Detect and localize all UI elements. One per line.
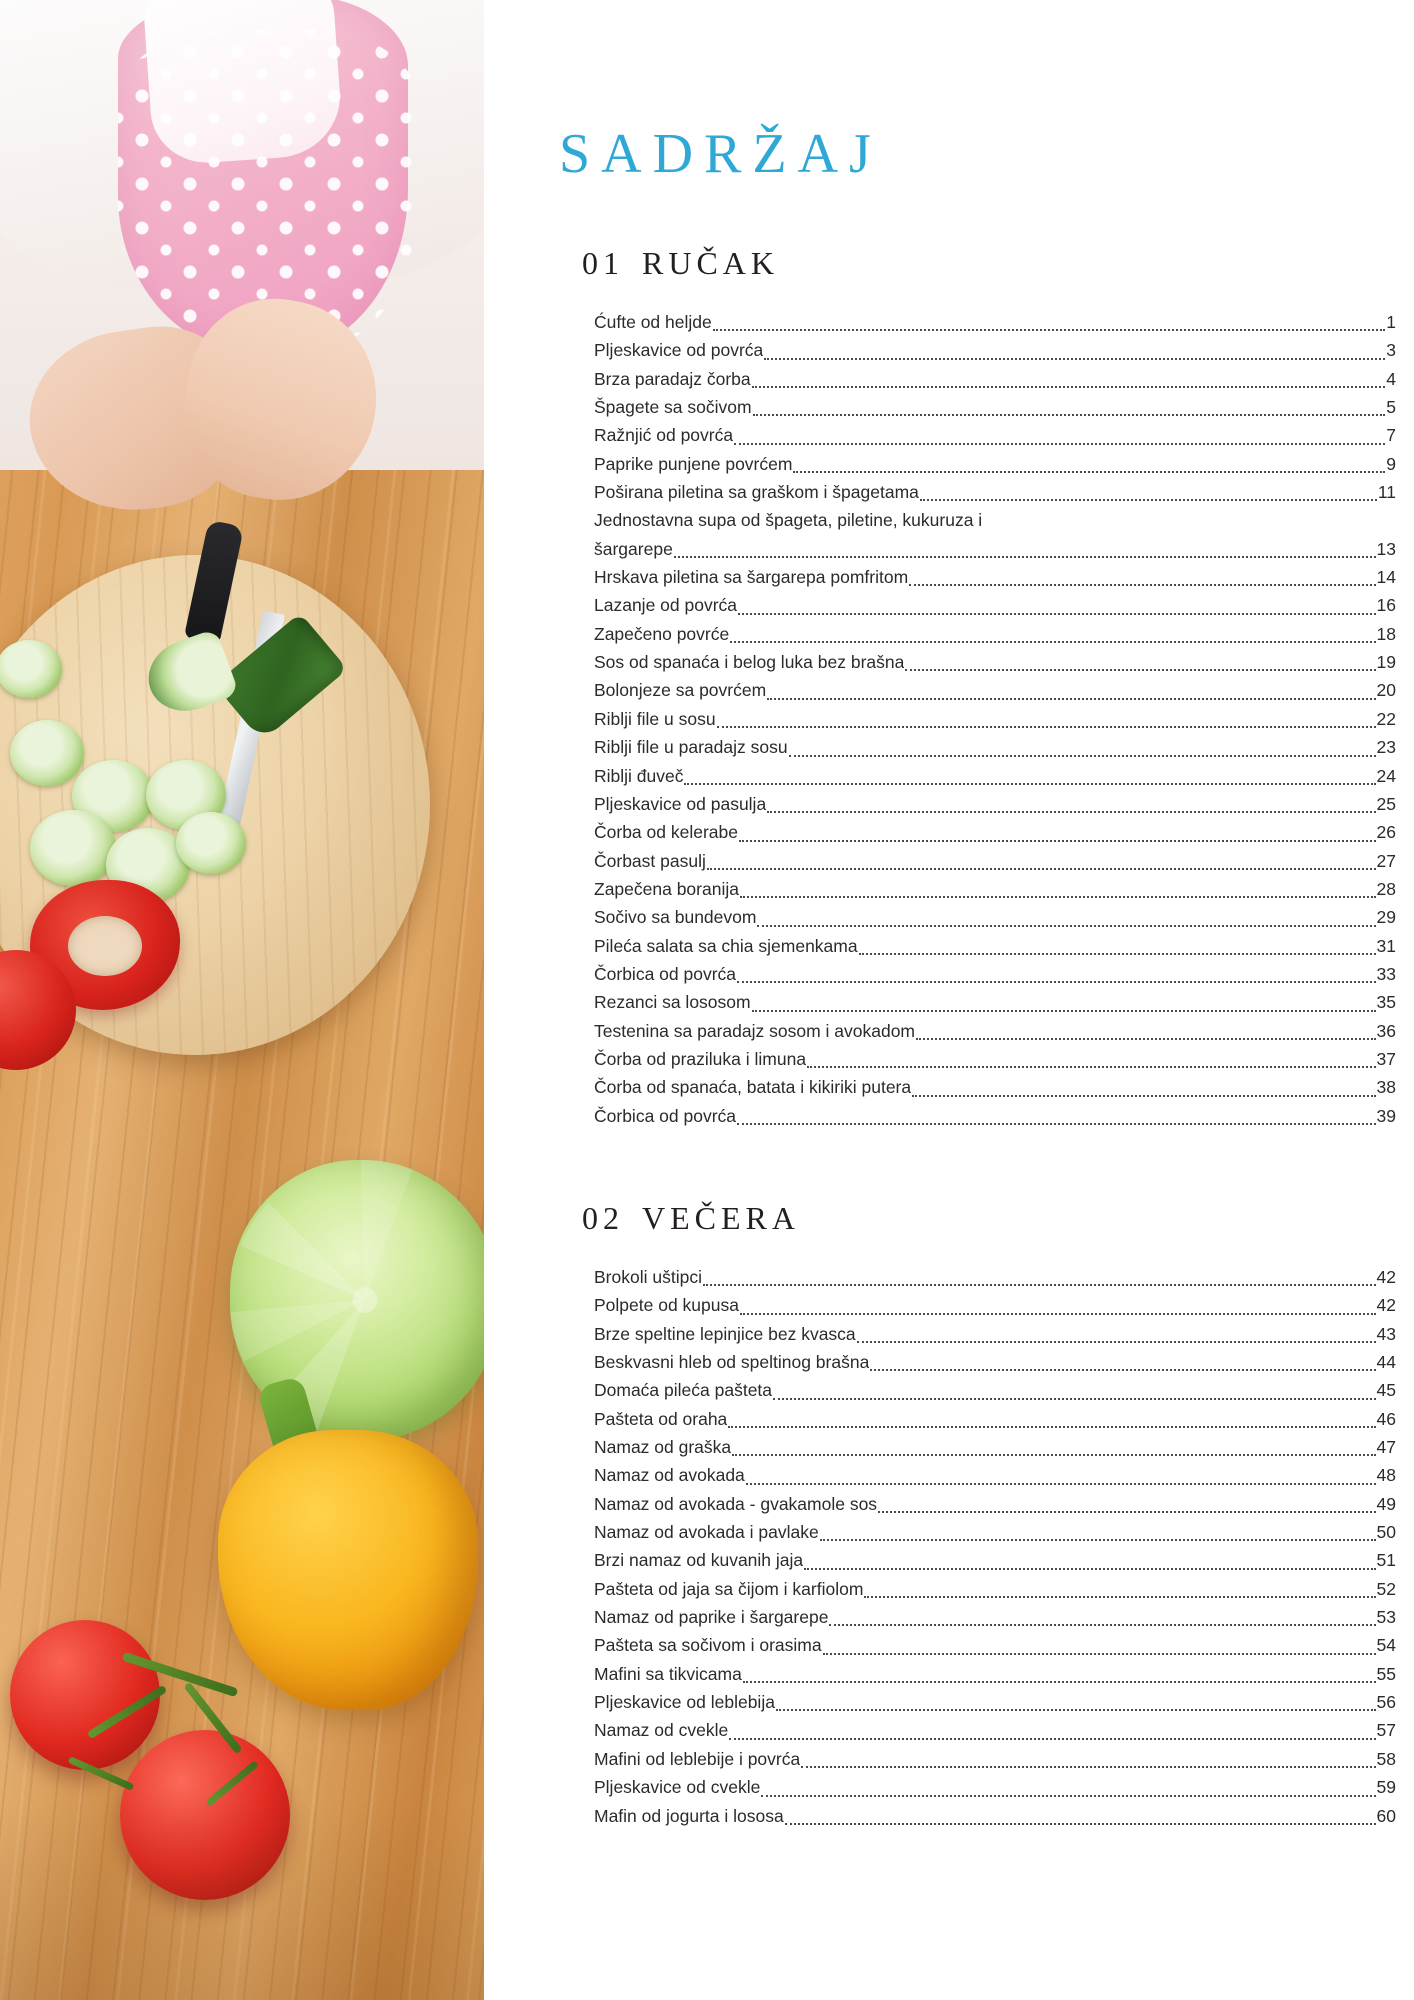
toc-entry-title: Poširana piletina sa graškom i špagetama: [594, 482, 919, 503]
cookbook-photo: [0, 0, 484, 2000]
toc-entry-page: 59: [1376, 1777, 1396, 1798]
toc-entry-page: 9: [1386, 453, 1396, 474]
dot-leader: [684, 782, 1375, 785]
toc-entry[interactable]: [594, 1405, 1396, 1433]
toc-entry-page: 18: [1376, 623, 1396, 644]
dot-leader: [773, 1397, 1376, 1400]
toc-entry[interactable]: [594, 591, 1396, 619]
toc-entry-title: Pašteta od jaja sa čijom i karfiolom: [594, 1578, 864, 1599]
toc-entry-page: 24: [1376, 765, 1396, 786]
toc-entry-title: Rezanci sa lososom: [594, 992, 751, 1013]
toc-entry-title: Riblji đuveč: [594, 765, 684, 786]
toc-entry[interactable]: [594, 1773, 1396, 1801]
photo-vignette: [0, 1800, 484, 2000]
toc-entry-page: 38: [1376, 1077, 1396, 1098]
toc-entry-page: 56: [1376, 1692, 1396, 1713]
toc-entry[interactable]: [594, 762, 1396, 790]
dot-leader: [674, 555, 1376, 558]
toc-entry[interactable]: [594, 932, 1396, 960]
dot-leader: [764, 357, 1385, 360]
toc-entry-page: 14: [1376, 567, 1396, 588]
toc-entry-title: Mafin od jogurta i lososa: [594, 1805, 784, 1826]
toc-entry-page: 19: [1376, 652, 1396, 673]
toc-entry-page: 44: [1376, 1352, 1396, 1372]
toc-entry[interactable]: [594, 450, 1396, 478]
dot-leader: [730, 640, 1375, 643]
dot-leader: [737, 980, 1376, 983]
toc-entry-title: Lazanje od povrća: [594, 595, 738, 616]
toc-entry-page: 50: [1376, 1522, 1396, 1543]
section-name: VEČERA: [642, 1199, 800, 1236]
cucumber-slice: [30, 810, 116, 886]
toc-entry-page: 13: [1376, 538, 1396, 559]
toc-entry[interactable]: [594, 903, 1396, 931]
toc-entry[interactable]: [594, 847, 1396, 875]
dot-leader: [740, 1312, 1376, 1315]
toc-entry-title: Domaća pileća pašteta: [594, 1380, 773, 1401]
toc-entry-title: Sos od spanaća i belog luka bez brašna: [594, 652, 905, 673]
toc-entry-title-continued: šargarepe: [594, 538, 673, 559]
toc-entry-title: Beskvasni hleb od speltinog brašna: [594, 1352, 870, 1372]
dot-leader: [785, 1822, 1376, 1825]
toc-entry-page: 60: [1376, 1805, 1396, 1826]
toc-entry-page: 45: [1376, 1380, 1396, 1401]
dot-leader: [753, 413, 1386, 416]
toc-entry-page: 23: [1376, 737, 1396, 758]
toc-entry-title: Namaz od cvekle: [594, 1720, 729, 1741]
toc-entry[interactable]: [594, 988, 1396, 1016]
toc-list: [576, 308, 1396, 1130]
dot-leader: [912, 1094, 1375, 1097]
toc-entry-title: Jednostavna supa od špageta, piletine, kukuruza i: [594, 510, 983, 531]
toc-entry-title: Čorba od kelerabe: [594, 822, 738, 843]
toc-entry[interactable]: [594, 1745, 1396, 1773]
dot-leader: [864, 1595, 1375, 1598]
dot-leader: [789, 754, 1376, 757]
toc-entry[interactable]: [594, 393, 1396, 421]
toc-entry-page: 42: [1376, 1266, 1396, 1287]
toc-entry-title: Brze speltine lepinjice bez kvasca: [594, 1323, 856, 1344]
cucumber-slice: [176, 812, 246, 874]
toc-entry-title: Čorba od praziluka i limuna: [594, 1048, 807, 1069]
dot-leader: [703, 1283, 1376, 1286]
toc-entry[interactable]: [594, 676, 1396, 704]
dot-leader: [717, 725, 1376, 728]
section-heading: [582, 245, 1396, 282]
toc-entry-title: Pljeskavice od pasulja: [594, 793, 767, 814]
toc-entry-page: 36: [1376, 1020, 1396, 1041]
dot-leader: [857, 1340, 1376, 1343]
toc-entry-title: Namaz od avokada i pavlake: [594, 1522, 819, 1543]
toc-entry[interactable]: [594, 478, 1396, 506]
toc-entry[interactable]: [594, 1518, 1396, 1546]
dot-leader: [732, 1453, 1375, 1456]
toc-sections: [576, 245, 1396, 1830]
toc-entry[interactable]: [594, 1045, 1396, 1073]
toc-entry[interactable]: [594, 1490, 1396, 1518]
toc-entry[interactable]: [594, 1348, 1396, 1376]
toc-entry-page: 37: [1376, 1048, 1396, 1069]
toc-entry-title: Brzi namaz od kuvanih jaja: [594, 1550, 804, 1571]
dot-leader: [878, 1510, 1375, 1513]
dot-leader: [807, 1065, 1375, 1068]
dot-leader: [804, 1567, 1375, 1570]
toc-entry-title: Riblji file u paradajz sosu: [594, 737, 788, 758]
dot-leader: [767, 697, 1375, 700]
toc-entry-title: Čorbast pasulj: [594, 850, 706, 871]
toc-entry[interactable]: [594, 421, 1396, 449]
toc-entry-page: 33: [1376, 963, 1396, 984]
toc-entry[interactable]: [594, 1102, 1396, 1130]
toc-entry-page: 58: [1376, 1748, 1396, 1769]
toc-entry[interactable]: [594, 960, 1396, 988]
toc-entry-page: 54: [1376, 1635, 1396, 1656]
dot-leader: [767, 810, 1375, 813]
dot-leader: [746, 1482, 1376, 1485]
toc-entry-title: Čorba od spanaća, batata i kikiriki putera: [594, 1077, 912, 1098]
toc-entry[interactable]: [594, 733, 1396, 761]
toc-entry-title: Paprike punjene povrćem: [594, 453, 793, 474]
toc-entry[interactable]: [594, 1263, 1396, 1291]
toc-entry-page: 42: [1376, 1295, 1396, 1316]
toc-entry[interactable]: [594, 1376, 1396, 1404]
dot-leader: [859, 952, 1376, 955]
toc-entry[interactable]: [594, 563, 1396, 591]
toc-entry[interactable]: [594, 1575, 1396, 1603]
dot-leader: [870, 1368, 1375, 1371]
toc-entry[interactable]: [594, 1716, 1396, 1744]
toc-entry[interactable]: [594, 1320, 1396, 1348]
dot-leader: [909, 583, 1375, 586]
toc-entry-title: Brza paradajz čorba: [594, 368, 751, 389]
toc-entry[interactable]: [594, 308, 1396, 336]
dot-leader: [829, 1623, 1375, 1626]
dot-leader: [905, 668, 1375, 671]
toc-entry-page: 22: [1376, 708, 1396, 729]
section-number: 01: [582, 245, 624, 281]
dot-leader: [793, 470, 1385, 473]
toc-section: [576, 245, 1396, 1130]
dot-leader: [707, 867, 1376, 870]
dot-leader: [738, 612, 1376, 615]
toc-entry-page: 11: [1377, 482, 1396, 503]
toc-entry-title: Brokoli uštipci: [594, 1266, 702, 1287]
toc-entry-title: Pašteta sa sočivom i orasima: [594, 1635, 822, 1656]
section-name: RUČAK: [642, 245, 780, 281]
dot-leader: [740, 895, 1376, 898]
dot-leader: [801, 1765, 1375, 1768]
toc-entry-page: 31: [1376, 935, 1396, 956]
toc-entry-title: Bolonjeze sa povrćem: [594, 680, 767, 701]
dot-leader: [737, 1122, 1376, 1125]
toc-entry-page: 48: [1376, 1465, 1396, 1486]
toc-entry[interactable]: [594, 790, 1396, 818]
toc-entry[interactable]: [594, 648, 1396, 676]
toc-entry-page: 47: [1376, 1437, 1396, 1458]
dot-leader: [713, 328, 1386, 331]
toc-entry[interactable]: [594, 1291, 1396, 1319]
toc-entry[interactable]: [594, 1546, 1396, 1574]
toc-entry-page: 3: [1386, 340, 1396, 361]
toc-entry-page: 27: [1376, 850, 1396, 871]
toc-entry[interactable]: [594, 1461, 1396, 1489]
toc-entry-page: 5: [1386, 397, 1396, 418]
toc-entry-title: Ražnjić od povrća: [594, 425, 734, 446]
toc-entry-page: 20: [1376, 680, 1396, 701]
toc-entry[interactable]: [594, 1073, 1396, 1101]
toc-entry-title: Pljeskavice od cvekle: [594, 1777, 761, 1798]
toc-entry-title: Pljeskavice od leblebija: [594, 1692, 775, 1713]
toc-entry[interactable]: [594, 365, 1396, 393]
toc-entry[interactable]: [594, 1688, 1396, 1716]
toc-entry[interactable]: [594, 1660, 1396, 1688]
toc-entry-title: Polpete od kupusa: [594, 1295, 739, 1316]
dot-leader: [728, 1425, 1375, 1428]
toc-entry-page: 43: [1376, 1323, 1396, 1344]
dot-leader: [823, 1652, 1376, 1655]
toc-entry-title: Pileća salata sa chia sjemenkama: [594, 935, 858, 956]
toc-entry-page: 46: [1376, 1408, 1396, 1429]
toc-entry-title: Zapečena boranija: [594, 878, 739, 899]
toc-entry-page: 52: [1376, 1578, 1396, 1599]
toc-entry-page: 35: [1376, 992, 1396, 1013]
dot-leader: [820, 1538, 1376, 1541]
toc-entry-page: 57: [1376, 1720, 1396, 1741]
toc-entry-title: Namaz od paprike i šargarepe: [594, 1607, 829, 1628]
toc-entry-page: 51: [1376, 1550, 1396, 1571]
toc-entry-page: 39: [1376, 1105, 1396, 1126]
dot-leader: [776, 1708, 1376, 1711]
toc-entry[interactable]: [594, 506, 1396, 563]
toc-entry-title: Mafini sa tikvicama: [594, 1663, 742, 1684]
toc-entry-page: 1: [1386, 312, 1396, 332]
toc-entry-title: Čorbica od povrća: [594, 1105, 737, 1126]
dot-leader: [752, 1009, 1376, 1012]
dot-leader: [743, 1680, 1376, 1683]
toc-entry-page: 26: [1376, 822, 1396, 843]
cucumber-slice: [10, 720, 84, 786]
toc-entry-title: Špagete sa sočivom: [594, 397, 752, 418]
toc-entry-title: Sočivo sa bundevom: [594, 907, 757, 928]
toc-entry-title: Pljeskavice od povrća: [594, 340, 764, 361]
toc-entry[interactable]: [594, 1631, 1396, 1659]
toc-entry-page: 28: [1376, 878, 1396, 899]
toc-entry-title: Namaz od graška: [594, 1437, 732, 1458]
toc-entry-page: 49: [1376, 1493, 1396, 1514]
section-number: 02: [582, 1199, 624, 1236]
dot-leader: [729, 1737, 1375, 1740]
dot-leader: [916, 1037, 1376, 1040]
toc-entry-title: Mafini od leblebije i povrća: [594, 1748, 801, 1769]
toc-entry-page: 55: [1376, 1663, 1396, 1684]
toc-section: [576, 1200, 1396, 1830]
toc-entry-page: 16: [1376, 595, 1396, 616]
toc-entry-title: Hrskava piletina sa šargarepa pomfritom: [594, 567, 909, 588]
toc-entry[interactable]: [594, 875, 1396, 903]
toc-entry-page: 7: [1386, 425, 1396, 446]
toc-entry-page: 53: [1376, 1607, 1396, 1628]
section-heading: [582, 1200, 1396, 1237]
toc-entry[interactable]: [594, 705, 1396, 733]
toc-entry[interactable]: [594, 1433, 1396, 1461]
dot-leader: [757, 924, 1375, 927]
dot-leader: [920, 498, 1377, 501]
toc-entry-page: 29: [1376, 907, 1396, 928]
toc-entry-title: Riblji file u sosu: [594, 708, 716, 729]
toc-entry-title: Ćufte od heljde: [594, 312, 712, 332]
toc-entry-title: Čorbica od povrća: [594, 963, 737, 984]
page-title: SADRŽAJ: [559, 123, 882, 185]
toc-entry[interactable]: [594, 1603, 1396, 1631]
dot-leader: [734, 442, 1385, 445]
toc-entry[interactable]: [594, 1017, 1396, 1045]
toc-entry-title: Namaz od avokada: [594, 1465, 745, 1486]
toc-entry[interactable]: [594, 1802, 1396, 1830]
toc-list: [576, 1263, 1396, 1830]
toc-entry-page: 4: [1386, 368, 1396, 389]
toc-entry[interactable]: [594, 336, 1396, 364]
toc-entry-title: Pašteta od oraha: [594, 1408, 728, 1429]
dot-leader: [752, 385, 1386, 388]
toc-entry[interactable]: [594, 818, 1396, 846]
toc-entry-title: Zapečeno povrće: [594, 623, 730, 644]
dot-leader: [739, 839, 1376, 842]
toc-entry[interactable]: [594, 620, 1396, 648]
toc-entry-title: Testenina sa paradajz sosom i avokadom: [594, 1020, 916, 1041]
toc-entry-page: 25: [1376, 793, 1396, 814]
toc-content: [484, 0, 1414, 2000]
toc-entry-title: Namaz od avokada - gvakamole sos: [594, 1493, 878, 1514]
dot-leader: [761, 1794, 1375, 1797]
